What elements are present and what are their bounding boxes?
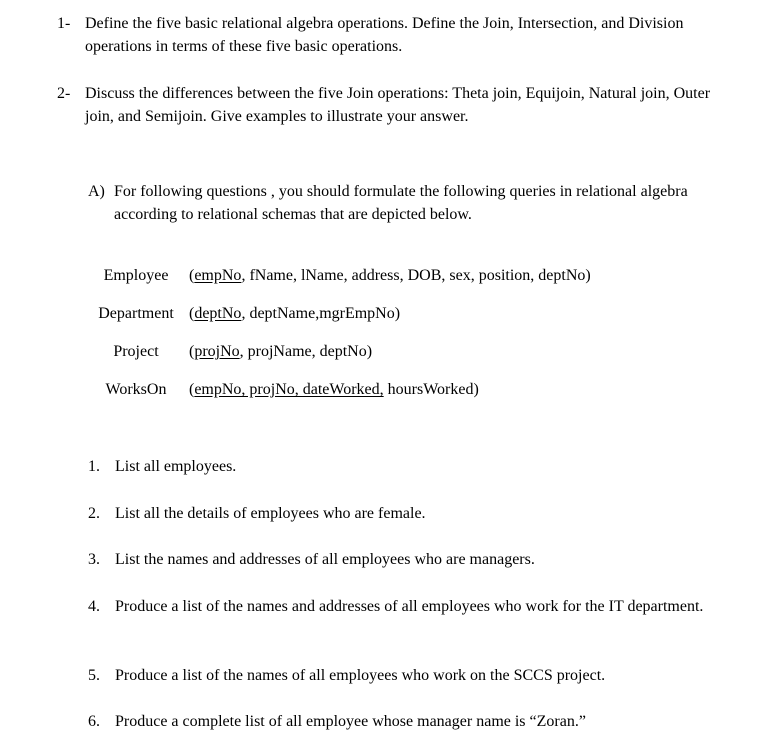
schema-employee — [88, 265, 708, 287]
relation-name: WorksOn — [105, 381, 167, 398]
primary-key: empNo — [194, 267, 242, 284]
query-number: 4. — [88, 598, 100, 615]
open-paren: ( — [189, 343, 195, 360]
relation-attributes — [189, 379, 479, 401]
query-4 — [88, 595, 708, 618]
query-text: Produce a list of the names of all employees who work on the SCCS project. — [115, 667, 606, 684]
query-number: 6. — [88, 713, 100, 730]
other-attributes: , projName, deptNo) — [239, 343, 373, 360]
query-text: List all employees. — [115, 458, 237, 475]
question-1 — [57, 12, 717, 58]
relation-attributes — [189, 303, 400, 325]
primary-key: projNo — [194, 343, 240, 360]
question-2 — [57, 82, 717, 128]
question-number: 2- — [57, 85, 71, 102]
query-number: 5. — [88, 667, 100, 684]
query-5 — [88, 664, 708, 687]
relation-attributes — [189, 341, 372, 363]
question-text: Define the five basic relational algebra operations. Define the Join, Intersection, and Division operations in terms of these five basic operations. — [85, 15, 684, 55]
primary-key: deptNo — [194, 305, 242, 322]
query-2 — [88, 502, 708, 525]
query-3 — [88, 548, 708, 571]
schema-project — [88, 341, 708, 363]
query-number: 2. — [88, 505, 100, 522]
query-text: Produce a complete list of all employee whose manager name is “Zoran.” — [115, 713, 586, 730]
relation-attributes — [189, 265, 591, 287]
section-text: For following questions , you should formulate the following queries in relational algebra according to relational schemas that are depicted below. — [114, 183, 688, 223]
open-paren: ( — [189, 305, 195, 322]
other-attributes: hoursWorked) — [383, 381, 479, 398]
relation-name: Employee — [103, 267, 169, 284]
primary-key: empNo, projNo, dateWorked, — [194, 381, 384, 398]
query-number: 3. — [88, 551, 100, 568]
query-number: 1. — [88, 458, 100, 475]
schema-department — [88, 303, 708, 325]
section-a-intro — [88, 180, 708, 226]
relation-name: Department — [98, 305, 174, 322]
section-label: A) — [88, 183, 105, 200]
query-text: List all the details of employees who are female. — [115, 505, 426, 522]
query-text: List the names and addresses of all employees who are managers. — [115, 551, 535, 568]
question-text: Discuss the differences between the five Join operations: Theta join, Equijoin, Natural join, Outer join, and Semijoin. Give examples to illustrate your answer. — [85, 85, 711, 125]
other-attributes: , deptName,mgrEmpNo) — [241, 305, 401, 322]
question-number: 1- — [57, 15, 71, 32]
query-text: Produce a list of the names and addresses of all employees who work for the IT department. — [115, 598, 704, 615]
relation-name: Project — [113, 343, 159, 360]
other-attributes: , fName, lName, address, DOB, sex, position, deptNo) — [241, 267, 591, 284]
open-paren: ( — [189, 267, 195, 284]
schema-workson — [88, 379, 708, 401]
open-paren: ( — [189, 381, 195, 398]
query-6 — [88, 710, 708, 733]
query-1 — [88, 455, 708, 478]
